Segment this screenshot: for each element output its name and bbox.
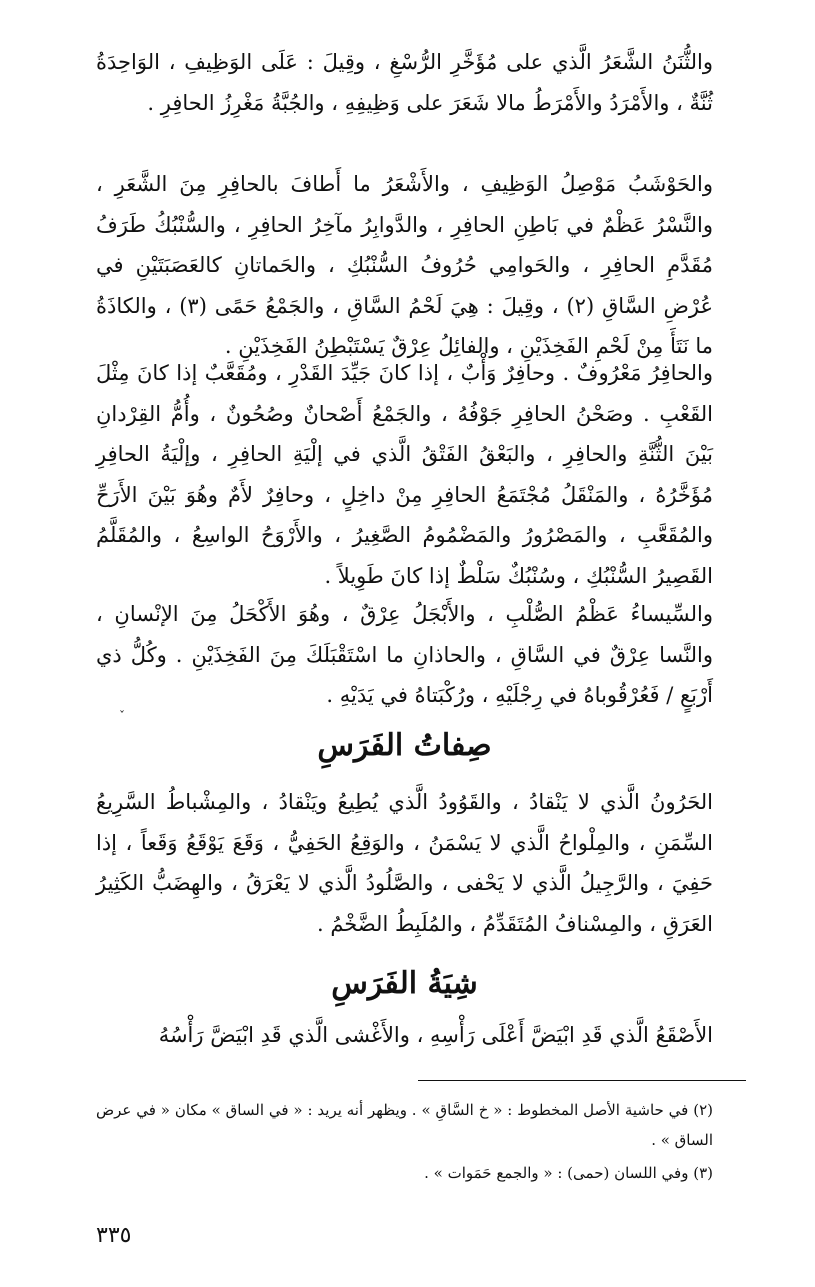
footnote-2: (٢) في حاشية الأصل المخطوط : « خ السَّاقِ » . ويظهر أنه يريد : « في الساق » مكان « في عرض الساق » . bbox=[96, 1101, 713, 1149]
paragraph-spine-veins: والسِّيساءُ عَظْمُ الصُّلْبِ ، والأَبْجَلُ عِرْقٌ ، وهُوَ الأَكْحَلُ مِنَ الإنْسانِ ، والنَّسا عِرْقٌ في السَّاقِ ، والحاذانِ ما اسْتَقْبَلَكَ مِنَ الفَخِذَيْنِ . وكُلُّ ذي أَرْبَعٍ / فَعُرْقُوباهُ في رِجْلَيْهِ ، ورُكْبَتاهُ في يَدَيْهِ . bbox=[96, 602, 713, 707]
ink-speck: ˇ bbox=[119, 709, 125, 723]
footnote-divider bbox=[418, 1080, 746, 1081]
paragraph-hoof-hair: والثُّنَنُ الشَّعَرُ الَّذي على مُؤَخَّرِ الرُّسْغِ ، وقِيلَ : عَلَى الوَظِيفِ ، الوَاحِدَةُ ثُنَّةٌ ، والأَمْرَدُ والأَمْرَطُ مالا شَعَرَ على وَظِيفِهِ ، والجُبَّةُ مَغْرِزُ الحافِرِ . bbox=[96, 50, 713, 115]
page-number: ٣٣٥ bbox=[96, 1223, 132, 1248]
paragraph-horse-traits: الحَرُونُ الَّذي لا يَنْقادُ ، والقَوُودُ الَّذي يُطِيعُ ويَنْقادُ ، والمِشْباطُ السَّرِيعُ السِّمَنِ ، والمِلْواحُ الَّذي لا يَسْمَنُ ، والوَقِعُ الحَفِيُّ ، وَقَعَ يَوْقَعُ وَقَعاً ، إذا حَفِيَ ، والرَّجِيلُ الَّذي لا يَحْفى ، والصَّلُودُ الَّذي لا يَعْرَقُ ، والهِضَبُّ الكَثِيرُ العَرَقِ ، والمِسْنافُ المُتَقَدِّمُ ، والمُلَبِطُ الضَّخْمُ . bbox=[96, 790, 713, 936]
footnote-3: (٣) وفي اللسان (حمى) : « والجمع حَمَوات » . bbox=[424, 1164, 713, 1182]
paragraph-hoof-parts: والحَوْشَبُ مَوْصِلُ الوَظِيفِ ، والأَشْعَرُ ما أَطافَ بالحافِرِ مِنَ الشَّعَرِ ، والنَّسْرُ عَظْمٌ في بَاطِنِ الحافِرِ ، والدَّوابِرُ مآخِرُ الحافِرِ ، والسُّنْبُكُ طَرَفُ مُقَدَّمِ الحافِرِ ، والحَوامِي حُرُوفُ السُّنْبُكِ ، والحَماتانِ كالعَصَبَتَيْنِ في عُرْضِ السَّاقِ (٢) ، وقِيلَ : هِيَ لَحْمُ السَّاقِ ، والجَمْعُ حَمًى (٣) ، والكاذَةُ ما نَتَأَ مِنْ لَحْمِ الفَخِذَيْنِ ، والفائِلُ عِرْقٌ يَسْتَبْطِنُ الفَخِذَيْنِ . bbox=[96, 172, 714, 358]
section-heading-horse-markings: شِيَةُ الفَرَسِ bbox=[331, 966, 478, 1001]
paragraph-horse-markings: الأَصْقَعُ الَّذي قَدِ ابْيَضَّ أَعْلَى رَأْسِهِ ، والأَغْشى الَّذي قَدِ ابْيَضَّ رَأْسُهُ bbox=[158, 1023, 713, 1047]
section-heading-horse-traits: صِفاتُ الفَرَسِ bbox=[317, 728, 492, 763]
paragraph-hoof-description: والحافِرُ مَعْرُوفٌ . وحافِرٌ وَأْبٌ ، إذا كانَ جَيِّدَ القَدْرِ ، ومُقَعَّبٌ إذا كانَ مِثْلَ القَعْبِ . وصَحْنُ الحافِرِ جَوْفُهُ ، والجَمْعُ أَصْحانٌ وصُحُونٌ ، وأُمُّ القِرْدانِ بَيْنَ الثُّنَّةِ والحافِرِ ، والبَعْقُ الفَتْقُ الَّذي في إلْيَةِ الحافِرِ ، وإلْيَةُ الحافِرِ مُؤَخَّرُهُ ، والمَنْقَلُ مُجْتَمَعُ الحافِرِ مِنْ داخِلٍ ، وحافِرٌ لأَمٌ وهُوَ بَيْنَ الأَرَحِّ والمُقَعَّبِ ، والمَصْرُورُ والمَضْمُومُ الصَّغِيرُ ، والأَرْوَحُ الواسِعُ ، والمُقَلَّمُ القَصِيرُ السُّنْبُكِ ، وسُنْبُكٌ سَلْطٌ إذا كانَ طَوِيلاً . bbox=[96, 361, 713, 588]
